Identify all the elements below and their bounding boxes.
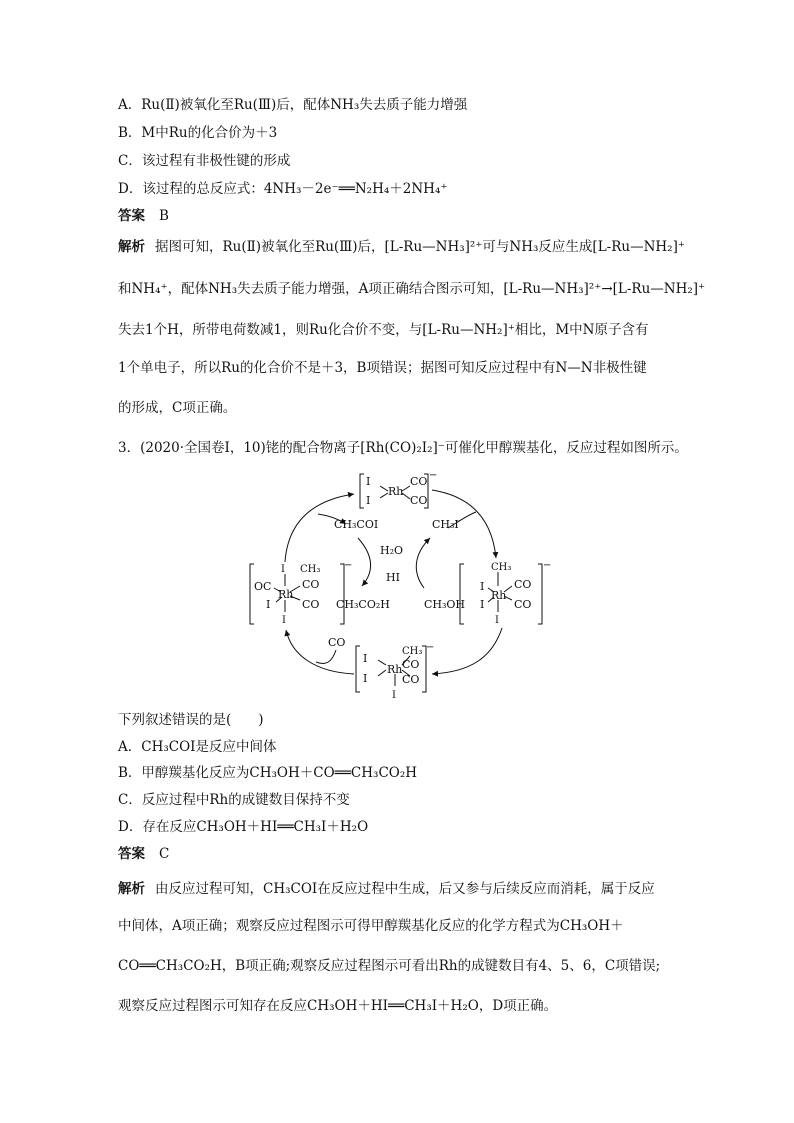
right-complex-co2: CO [514, 598, 532, 611]
bottom-complex-rh: Rh [387, 663, 403, 676]
q3-answer [118, 845, 169, 863]
q3-option-a: A．CH₃COI是反应中间体 [118, 739, 277, 755]
q3-option-d: D．存在反应CH₃OH＋HI══CH₃I＋H₂O [118, 819, 369, 835]
q2-option-a: A．Ru(Ⅱ)被氧化至Ru(Ⅲ)后，配体NH₃失去质子能力增强 [118, 97, 468, 113]
label-ch3i: CH₃I [432, 518, 459, 531]
right-complex-i3: I [495, 615, 499, 626]
q3-option-c: C．反应过程中Rh的成键数目保持不变 [118, 792, 350, 808]
q2-explanation-line-4: 1个单电子，所以Ru的化合价不是＋3，B项错误；据图可知反应过程中有N—N非极性键 [118, 360, 647, 376]
q2-option-d: D．该过程的总反应式：4NH₃－2e⁻══N₂H₄＋2NH₄⁺ [118, 181, 448, 197]
bottom-complex-co2: CO [402, 673, 420, 686]
q2-explanation-label: 解析 [118, 239, 145, 255]
q2-option-b: B．M中Ru的化合价为＋3 [118, 125, 278, 141]
top-complex-charge: − [429, 470, 438, 481]
right-complex-i1: I [480, 580, 485, 593]
label-ch3coi: CH₃COI [334, 518, 379, 531]
label-ch3oh: CH₃OH [424, 598, 466, 611]
right-complex-i2: I [480, 598, 485, 611]
right-complex-ch3: CH₃ [491, 562, 512, 573]
q3-explanation-line-1: 解析 由反应过程可知，CH₃COI在反应过程中生成，后又参与后续反应而消耗，属于反应 [118, 881, 655, 897]
bottom-complex-ch3: CH₃ [402, 646, 423, 657]
top-complex-rh: Rh [388, 485, 404, 498]
left-complex-ch3: CH₃ [300, 564, 321, 575]
bottom-complex-i3: I [392, 690, 396, 700]
q2-option-c: C．该过程有非极性键的形成 [118, 153, 291, 169]
q3-question: 下列叙述错误的是( ) [118, 712, 264, 728]
bottom-complex-i1: I [363, 652, 368, 665]
label-h2o: H₂O [380, 544, 404, 557]
right-complex-rh: Rh [491, 589, 507, 602]
right-complex-charge: − [543, 560, 552, 571]
left-complex-i-top: I [281, 564, 285, 575]
q3-stem: 3．(2020·全国卷Ⅰ，10)铑的配合物离子[Rh(CO)₂I₂]⁻可催化甲醇羰基化，反应过程如图所示。 [118, 440, 688, 456]
left-complex-co-top: CO [302, 578, 320, 591]
top-complex-i1: I [366, 475, 371, 488]
q2-explanation-line-2: 和NH₄⁺，配体NH₃失去质子能力增强，A项正确结合图示可知，[L-Ru—NH₃]²⁺→[L-Ru—NH₂]⁺ [118, 281, 706, 297]
q3-explanation-line-2: 中间体，A项正确；观察反应过程图示可得甲醇羰基化反应的化学方程式为CH₃OH＋ [118, 918, 624, 934]
top-complex-co1: CO [410, 475, 428, 488]
q2-explanation-line-5: 的形成，C项正确。 [118, 400, 237, 416]
q2-answer-label: 答案 [118, 208, 145, 224]
left-complex-i-bottom: I [282, 615, 286, 626]
label-hi: HI [386, 571, 400, 584]
q3-explanation-label: 解析 [118, 881, 145, 897]
catalytic-cycle-diagram [236, 468, 552, 700]
left-complex-i-left: I [266, 598, 271, 611]
q3-explanation-line-3: CO══CH₃CO₂H，B项正确;观察反应过程图示可看出Rh的成键数目有4、5、6，C项错误; [118, 958, 661, 974]
left-complex-oc: OC [254, 580, 272, 593]
q3-option-b: B．甲醇羰基化反应为CH₃OH＋CO══CH₃CO₂H [118, 765, 418, 781]
label-ch3co2h: CH₃CO₂H [336, 598, 390, 611]
left-complex-rh: Rh [278, 588, 294, 601]
right-complex-co1: CO [514, 578, 532, 591]
bottom-complex-co1: CO [402, 658, 420, 671]
q3-explanation-line-4: 观察反应过程图示可知存在反应CH₃OH＋HI══CH₃I＋H₂O，D项正确。 [118, 998, 558, 1014]
left-complex-co-bottom: CO [302, 598, 320, 611]
q2-explanation-line-1: 解析 据图可知，Ru(Ⅱ)被氧化至Ru(Ⅲ)后，[L-Ru—NH₃]²⁺可与NH₃反应生成[L-Ru—NH₂]⁺ [118, 239, 685, 255]
bottom-complex-charge: − [426, 642, 435, 653]
q2-explanation-line-3: 失去1个H，所带电荷数减1，则Ru化合价不变，与[L-Ru—NH₂]⁺相比，M中N原子含有 [118, 322, 649, 338]
left-complex-charge: − [344, 560, 353, 571]
q2-answer-value: B [159, 208, 169, 224]
q2-answer [118, 207, 169, 225]
label-co-incoming: CO [328, 636, 346, 649]
q3-answer-label: 答案 [118, 846, 145, 862]
bottom-complex-i2: I [363, 672, 368, 685]
top-complex-i2: I [366, 494, 371, 507]
q3-answer-value: C [159, 846, 170, 862]
top-complex-co2: CO [410, 494, 428, 507]
